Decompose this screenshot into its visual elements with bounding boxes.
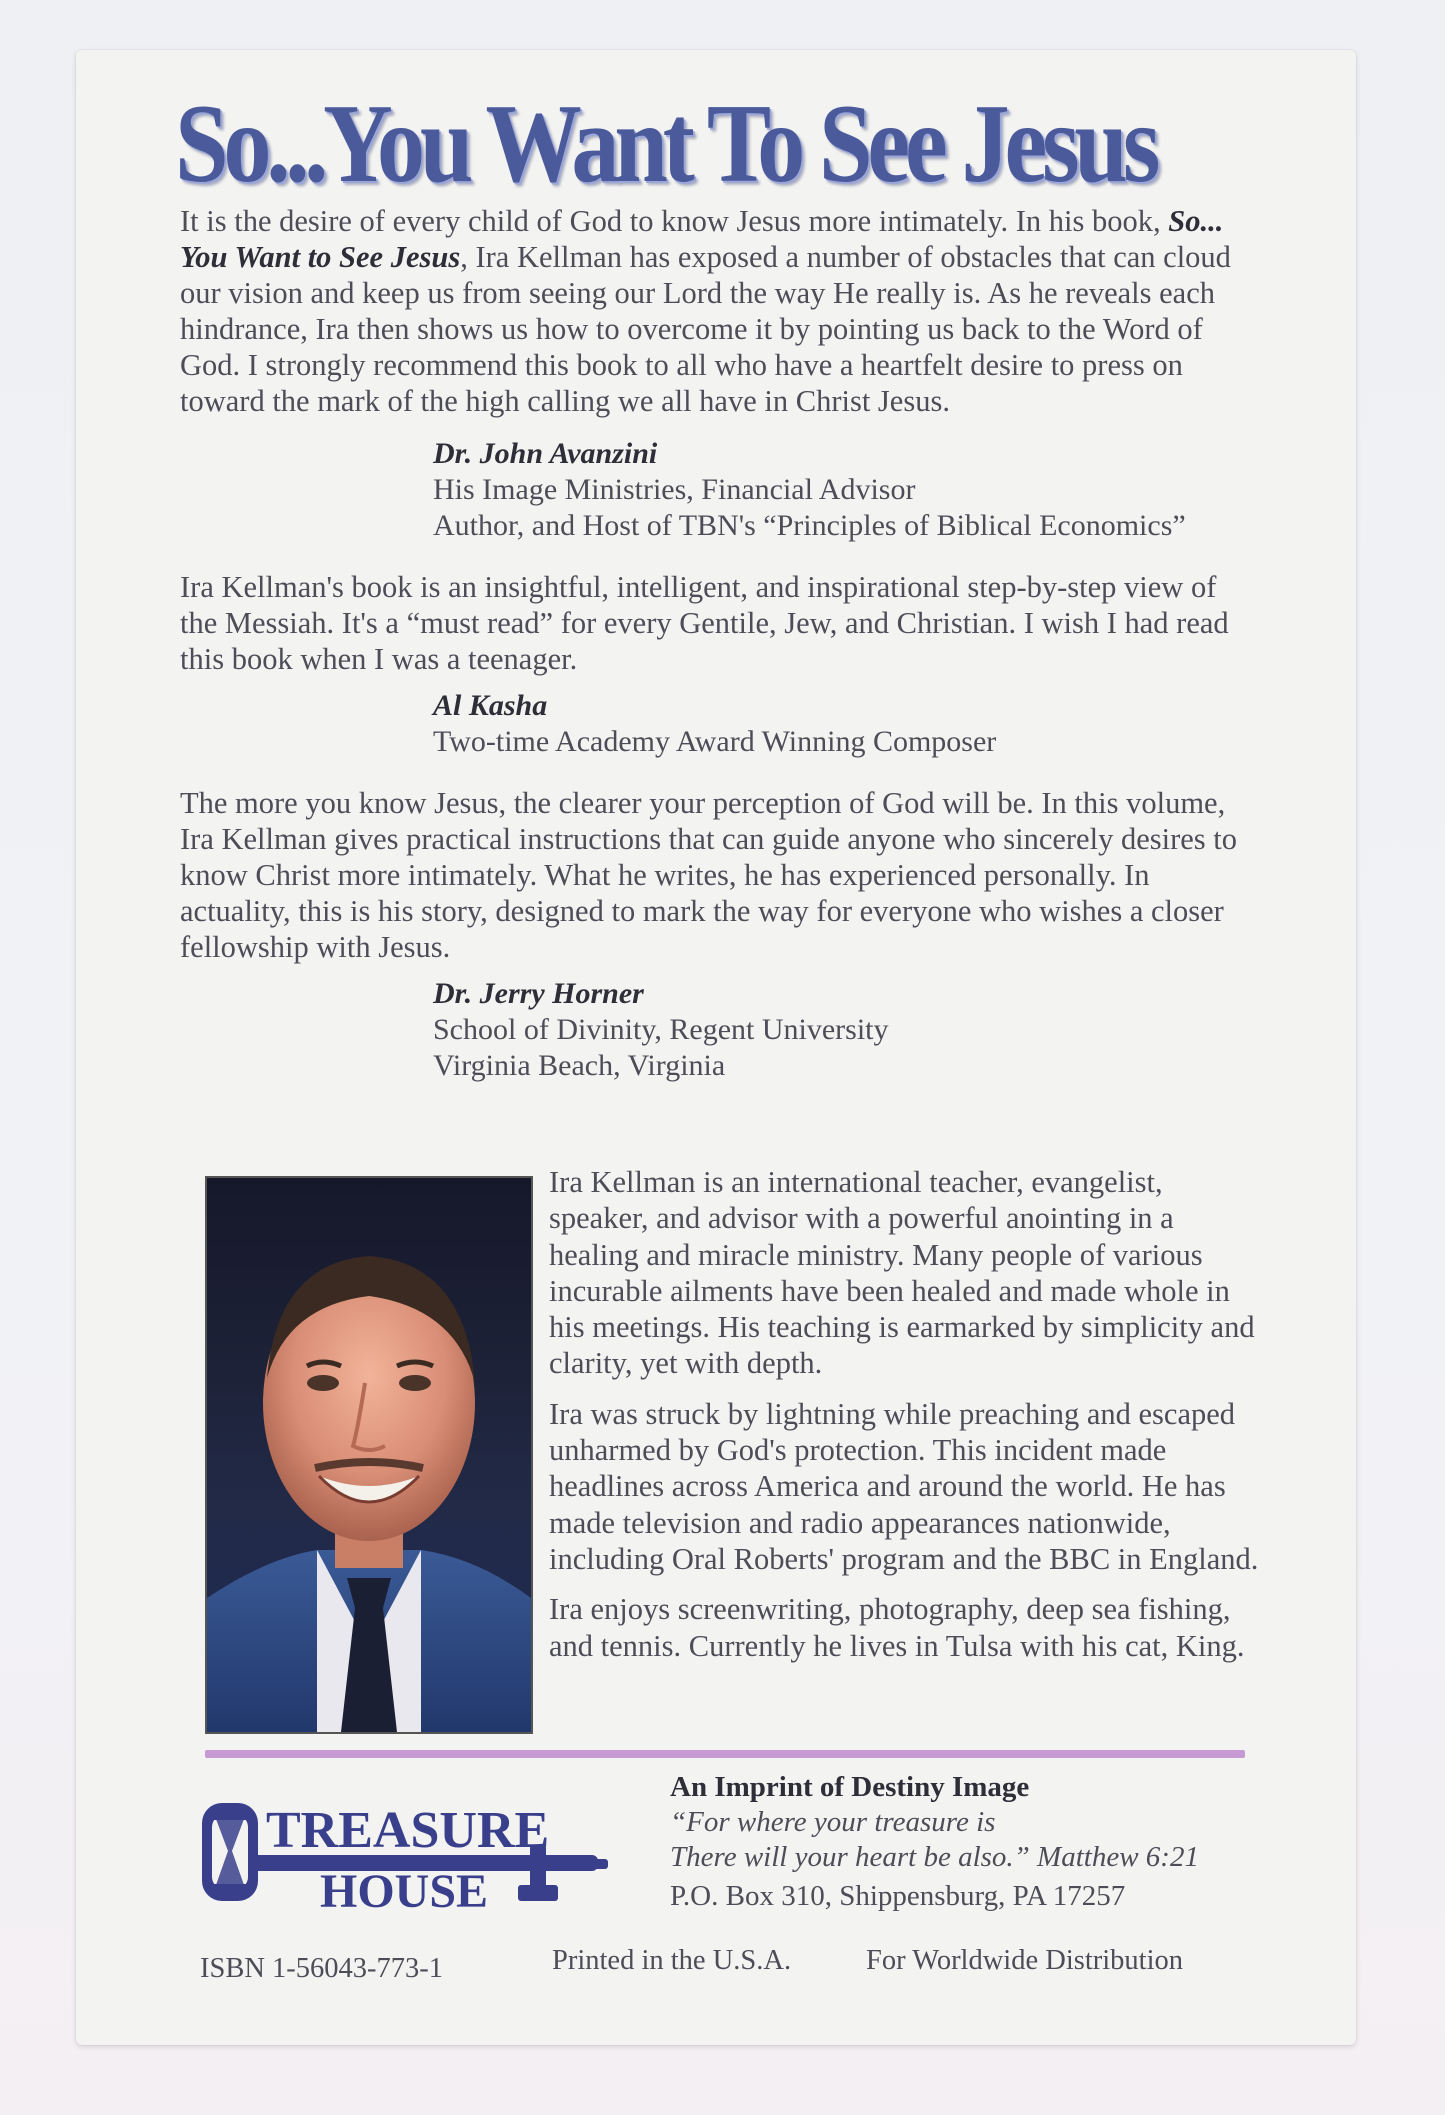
imprint-quote-line-2: There will your heart be also.” Matthew 6:21: [670, 1841, 1199, 1873]
review-1-book-title: So... You Want to See Jesus: [180, 204, 1224, 274]
review-3-attribution: [433, 976, 889, 1084]
divider-rule: [205, 1750, 1245, 1758]
review-2-body: Ira Kellman's book is an insightful, intelligent, and inspirational step-by-step view of the Messiah. It's a “must read” for every Gentile, Jew, and Christian. I wish I had read this book when I was a teenager.: [180, 570, 1229, 676]
reviewer-3-location: Virginia Beach, Virginia: [433, 1049, 726, 1082]
review-2-attribution: [433, 688, 996, 760]
reviewer-1-subtitle: Author, and Host of TBN's “Principles of Biblical Economics”: [433, 509, 1186, 542]
isbn: ISBN 1-56043-773-1: [200, 1953, 444, 1984]
printed-in: Printed in the U.S.A.: [552, 1945, 792, 1976]
imprint-quote-line-1: “For where your treasure is: [670, 1806, 996, 1838]
distribution-note: For Worldwide Distribution: [866, 1945, 1184, 1976]
treasure-house-logo: [200, 1785, 610, 1915]
reviewer-3-title: School of Divinity, Regent University: [433, 1013, 889, 1046]
author-photo: [205, 1176, 533, 1734]
author-portrait-illustration: [207, 1178, 531, 1732]
publisher-address: P.O. Box 310, Shippensburg, PA 17257: [670, 1880, 1126, 1912]
review-1-post: , Ira Kellman has exposed a number of obstacles that can cloud our vision and keep us from seeing our Lord the way He really is. As he reveals each hindrance, Ira then shows us how to overcome it by pointing us back to the Word of God. I strongly recommend this book to all who have a heartfelt desire to press on toward the mark of the high calling we all have in Christ Jesus.: [180, 240, 1231, 418]
reviewer-2-title: Two-time Academy Award Winning Composer: [433, 725, 997, 758]
bio-paragraph-3: Ira enjoys screenwriting, photography, deep sea fishing, and tennis. Currently he lives in Tulsa with his cat, King.: [549, 1592, 1245, 1663]
logo-word-treasure: TREASURE: [266, 1802, 550, 1859]
author-bio: [549, 1164, 1259, 1678]
bio-paragraph-2: Ira was struck by lightning while preaching and escaped unharmed by God's protection. This incident made headlines across America and around the world. He has made television and radio appearances nationwide, including Oral Roberts' program and the BBC in England.: [549, 1396, 1259, 1576]
reviewer-3-name: Dr. Jerry Horner: [433, 977, 644, 1010]
review-3-text: [180, 785, 1260, 965]
reviewer-2-name: Al Kasha: [433, 689, 548, 722]
bio-paragraph-1: Ira Kellman is an international teacher, evangelist, speaker, and advisor with a powerful anointing in a healing and miracle ministry. Many people of various incurable ailments have been healed and made whole in his meetings. His teaching is earmarked by simplicity and clarity, yet with depth.: [549, 1165, 1255, 1381]
review-1-text: [180, 203, 1260, 419]
review-1-pre: It is the desire of every child of God to know Jesus more intimately. In his book,: [180, 204, 1169, 238]
book-title: So...You Want To See Jesus: [175, 82, 1156, 206]
review-3-body: The more you know Jesus, the clearer your perception of God will be. In this volume, Ira Kellman gives practical instructions that can guide anyone who sincerely desires to know Christ more intimately. What he writes, he has experienced personally. In actuality, this is his story, designed to mark the way for everyone who wishes a closer fellowship with Jesus.: [180, 786, 1237, 964]
publisher-imprint: [670, 1770, 1199, 1914]
reviewer-1-title: His Image Ministries, Financial Advisor: [433, 473, 916, 506]
review-2-text: [180, 569, 1260, 677]
imprint-title: An Imprint of Destiny Image: [670, 1771, 1030, 1803]
review-1-attribution: [433, 436, 1186, 544]
reviewer-1-name: Dr. John Avanzini: [433, 437, 658, 470]
logo-word-house: HOUSE: [320, 1865, 489, 1915]
